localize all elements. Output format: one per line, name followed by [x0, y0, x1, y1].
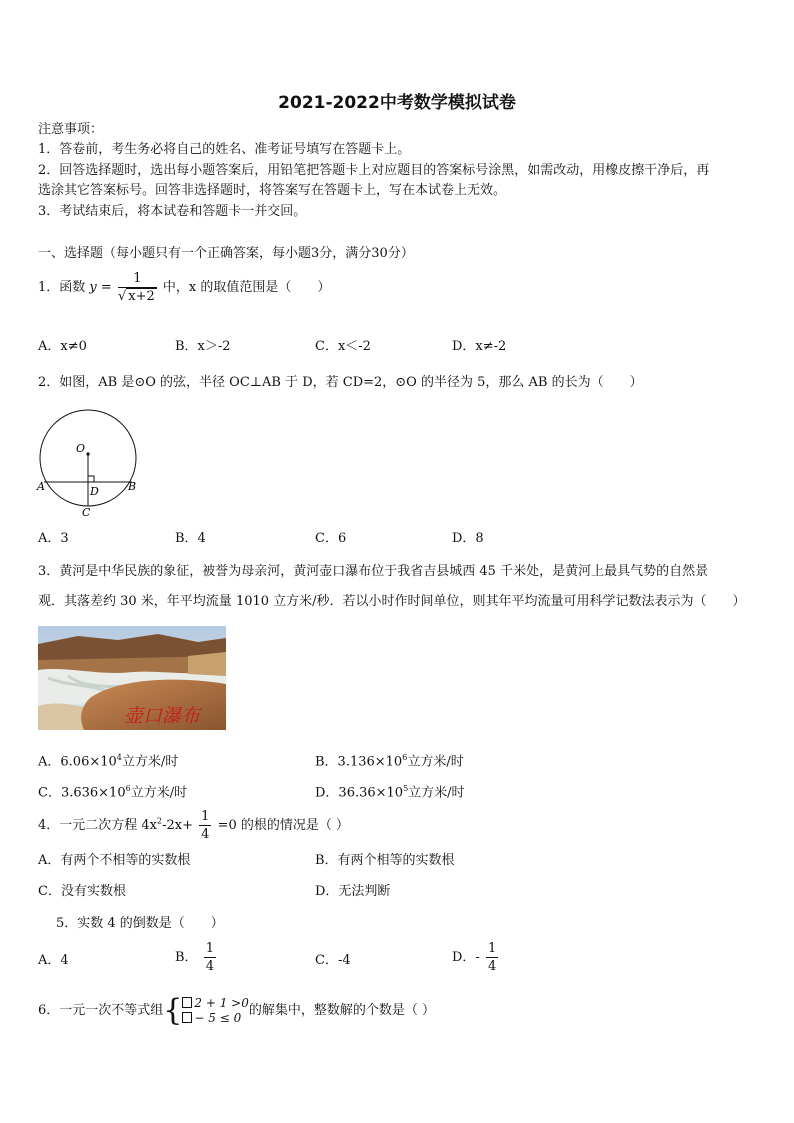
- q3-option-c[interactable]: [38, 780, 187, 802]
- q6-row-2: − 5 ≤ 0: [194, 1011, 242, 1025]
- q1-option-c[interactable]: C．x＜-2: [315, 339, 371, 354]
- q2-option-d[interactable]: D．8: [452, 531, 484, 546]
- q1-option-a[interactable]: A．x≠0: [38, 339, 87, 354]
- q5-option-c[interactable]: C．-4: [315, 953, 351, 968]
- q5-option-a[interactable]: A．4: [38, 953, 69, 968]
- q5-option-b[interactable]: [175, 942, 218, 973]
- q3-a-base: A．6.06×10: [38, 754, 117, 770]
- q6-row-1: 2 + 1 >0: [194, 996, 249, 1010]
- q1-prefix: 1．函数: [38, 280, 86, 295]
- q5-d-den: 4: [487, 959, 497, 974]
- q5-option-d[interactable]: [452, 942, 500, 973]
- waterfall-image: [38, 626, 226, 730]
- question-2: 2．如图，AB 是⊙O 的弦，半径 OC⊥AB 于 D，若 CD=2，⊙O 的半径为 5，那么 AB 的长为（ ）: [38, 375, 643, 390]
- q5-b-label: B．: [175, 950, 198, 965]
- q1-suffix: 中，x 的取值范围是（ ）: [162, 280, 331, 295]
- label-c: C: [82, 506, 91, 518]
- q1-fraction: [118, 272, 157, 303]
- note-2a: 2．回答选择题时，选出每小题答案后，用铅笔把答题卡上对应题目的答案标号涂黑，如需改动，用橡皮擦干净后，再: [38, 163, 710, 178]
- page-title: 2021-2022中考数学模拟试卷: [278, 93, 516, 113]
- note-1: 1．答卷前，考生务必将自己的姓名、准考证号填写在答题卡上。: [38, 142, 411, 157]
- q2-option-a[interactable]: A．3: [38, 531, 69, 546]
- note-2b: 选涂其它答案标号。回答非选择题时，将答案写在答题卡上，写在本试卷上无效。: [38, 183, 507, 198]
- waterfall-photo: [38, 626, 226, 730]
- q4-prefix: 4．一元二次方程 4x: [38, 818, 158, 833]
- label-b: B: [128, 480, 137, 493]
- q6-prefix: 6．一元一次不等式组: [38, 1003, 164, 1018]
- q1-y: y =: [89, 280, 112, 295]
- question-3-line-2: 观．其落差约 30 米，年平均流量 1010 立方米/秒．若以小时作时间单位，则其年平均流量可用科学记数法表示为（ ）: [38, 594, 746, 609]
- q1-radicand: x+2: [128, 289, 155, 304]
- q3-c-exp: 6: [125, 784, 131, 793]
- q6-suffix: 的解集中，整数解的个数是（ ）: [248, 1003, 435, 1018]
- section-heading: 一、选择题（每小题只有一个正确答案，每小题3分，满分30分）: [38, 246, 414, 261]
- q1-option-b[interactable]: B．x＞-2: [175, 339, 231, 354]
- q3-option-b[interactable]: [315, 749, 464, 771]
- circle-diagram: [36, 402, 140, 518]
- q6-box-2: [182, 1012, 192, 1023]
- q3-d-exp: 5: [403, 784, 409, 793]
- question-1: [38, 272, 330, 303]
- q4-square: 2: [157, 816, 163, 826]
- q3-c-base: C．3.636×10: [38, 785, 126, 801]
- note-3: 3．考试结束后，将本试卷和答题卡一并交回。: [38, 204, 307, 219]
- question-4: [38, 810, 349, 841]
- q6-brace: {: [163, 993, 183, 1028]
- q2-option-c[interactable]: C．6: [315, 531, 347, 546]
- q5-b-fraction: [204, 942, 216, 973]
- q3-a-unit: 立方米/时: [121, 754, 179, 770]
- q4-num: 1: [201, 809, 210, 824]
- q3-option-a[interactable]: [38, 749, 178, 771]
- q5-d-fraction: [486, 942, 498, 973]
- q5-b-num: 1: [205, 941, 214, 956]
- question-3-line-1: 3．黄河是中华民族的象征，被誉为母亲河，黄河壶口瀑布位于我省吉县城西 45 千米处，是黄河上最具气势的自然景: [38, 564, 709, 579]
- q3-c-unit: 立方米/时: [130, 785, 188, 801]
- q3-b-base: B．3.136×10: [315, 754, 403, 770]
- q3-d-base: D．36.36×10: [315, 785, 404, 801]
- q3-a-exp: 4: [116, 753, 122, 762]
- label-a: A: [37, 480, 45, 493]
- q1-option-d[interactable]: D．x≠-2: [452, 339, 507, 354]
- question-6: [38, 993, 435, 1028]
- q4-option-a[interactable]: A．有两个不相等的实数根: [38, 853, 191, 868]
- q4-option-b[interactable]: B．有两个相等的实数根: [315, 853, 455, 868]
- q3-d-unit: 立方米/时: [408, 785, 465, 801]
- q3-option-d[interactable]: [315, 780, 465, 802]
- label-d: D: [90, 485, 99, 498]
- q5-d-label: D．-: [452, 950, 480, 965]
- circle-figure: [36, 402, 140, 518]
- q4-den: 4: [201, 827, 210, 842]
- q1-num: 1: [118, 272, 157, 288]
- q5-b-den: 4: [205, 959, 214, 974]
- notes-header: 注意事项：: [38, 122, 104, 137]
- q2-option-b[interactable]: B．4: [175, 531, 206, 546]
- q3-b-exp: 6: [402, 753, 408, 762]
- photo-caption: 壶口瀑布: [124, 705, 201, 727]
- question-5: 5．实数 4 的倒数是（ ）: [56, 916, 224, 931]
- q1-den: √ x+2: [117, 289, 155, 304]
- q4-suffix: =0 的根的情况是（ ）: [217, 818, 349, 833]
- q4-option-c[interactable]: C．没有实数根: [38, 884, 126, 899]
- q6-system: [182, 996, 248, 1026]
- q4-mid: -2x+: [162, 818, 193, 833]
- q4-fraction: [199, 810, 211, 841]
- q6-box-1: [182, 997, 192, 1008]
- label-o: O: [76, 442, 86, 455]
- q3-b-unit: 立方米/时: [407, 754, 464, 770]
- q4-option-d[interactable]: D．无法判断: [315, 884, 391, 899]
- q5-d-num: 1: [487, 941, 497, 956]
